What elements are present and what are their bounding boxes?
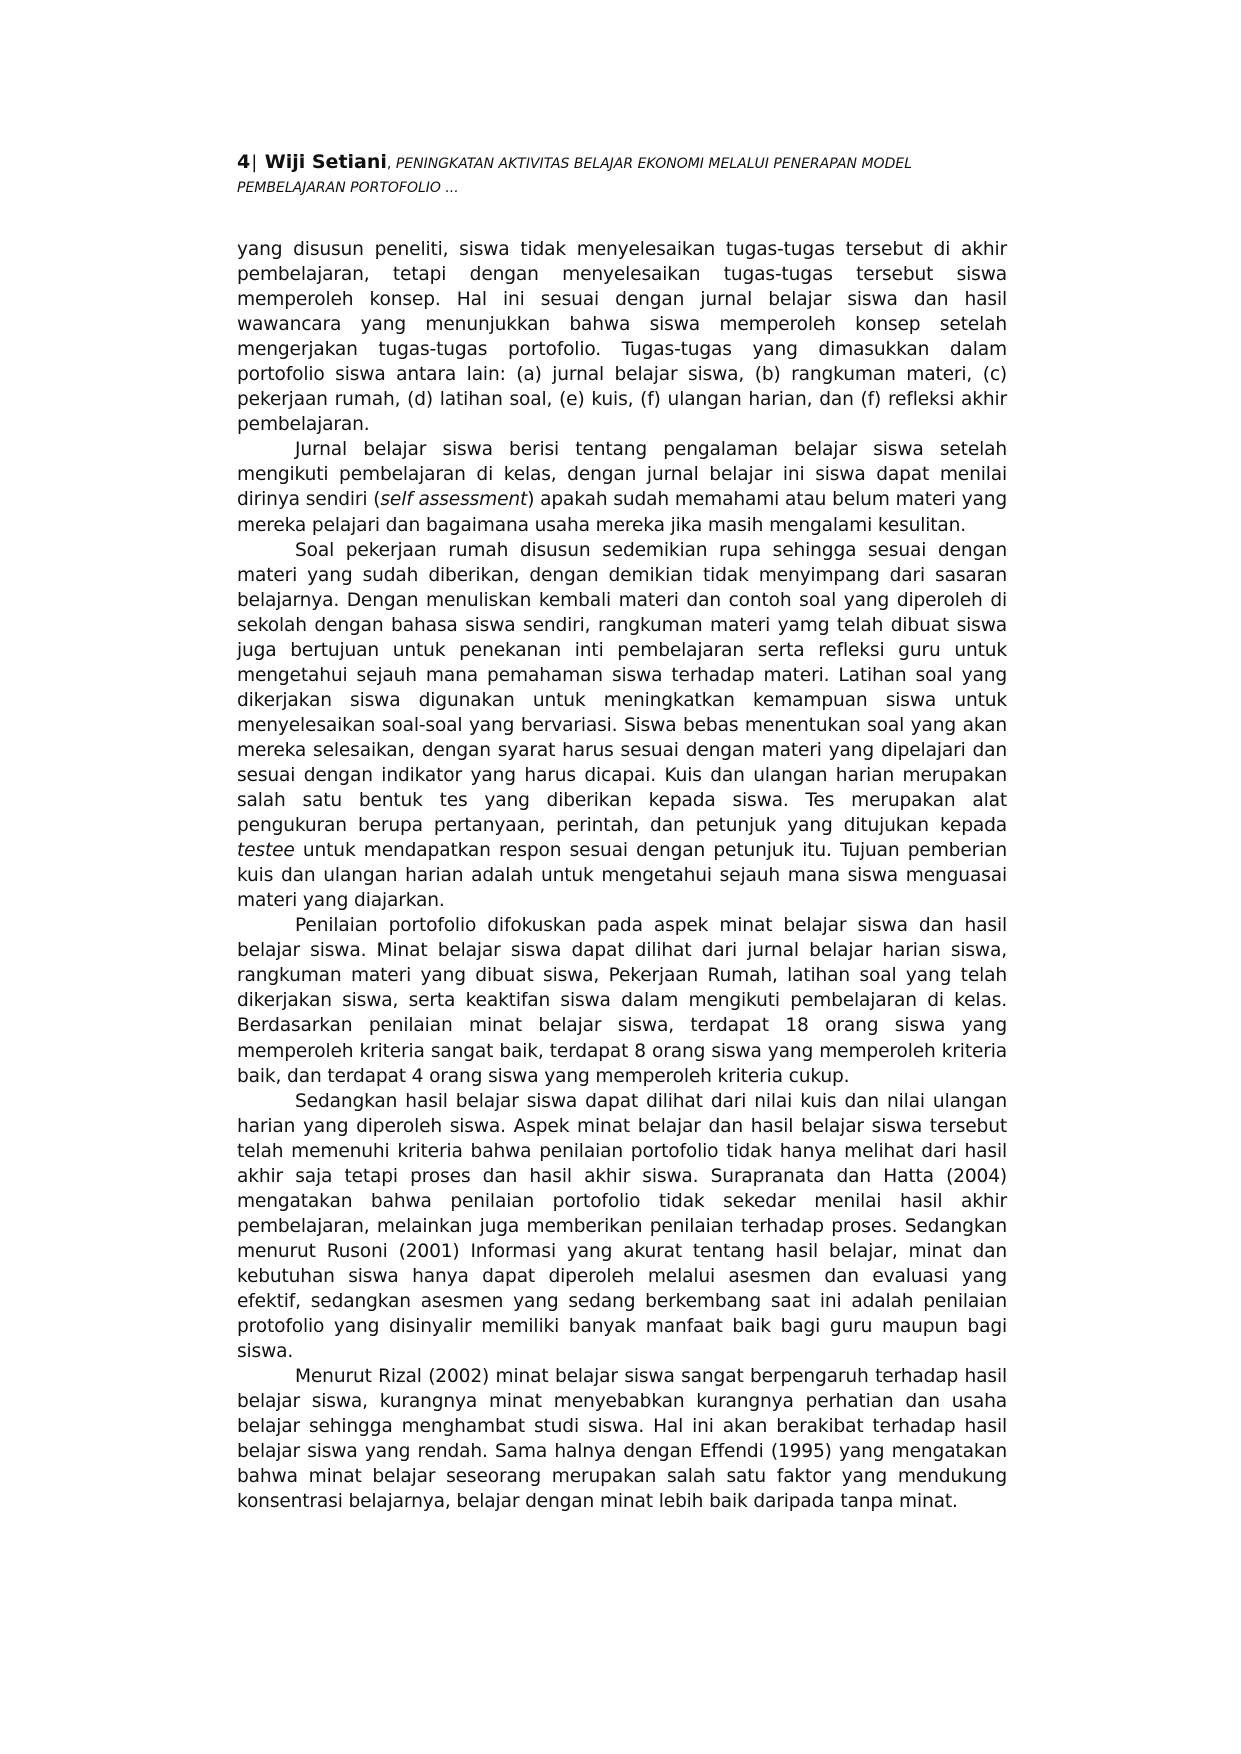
header-separator: | — [251, 152, 258, 173]
italic-term: testee — [237, 840, 295, 862]
paragraph-text: untuk mendapatkan respon sesuai dengan petunjuk itu. Tujuan pemberian kuis dan ulangan harian adalah untuk mengetahui sejauh mana siswa menguasai materi yang diajarkan. — [237, 840, 1007, 912]
paragraph-jurnal-belajar — [237, 437, 1007, 537]
running-header — [237, 150, 1007, 200]
article-title: PENINGKATAN AKTIVITAS BELAJAR EKONOMI MELALUI PENERAPAN MODEL PEMBELAJARAN PORTOFOLIO ... — [237, 156, 912, 196]
author-name: Wiji Setiani — [264, 151, 387, 173]
paragraph-continued: yang disusun peneliti, siswa tidak menyelesaikan tugas-tugas tersebut di akhir pembelajaran, tetapi dengan menyelesaikan tugas-tugas tersebut siswa memperoleh konsep. Hal ini sesuai dengan jurnal belajar siswa dan hasil wawancara yang menunjukkan bahwa siswa memperoleh konsep setelah mengerjakan tugas-tugas portofolio. Tugas-tugas yang dimasukkan dalam portofolio siswa antara lain: (a) jurnal belajar siswa, (b) rangkuman materi, (c) pekerjaan rumah, (d) latihan soal, (e) kuis, (f) ulangan harian, dan (f) refleksi akhir pembelajaran. — [237, 239, 1007, 436]
paragraph-minat-belajar: Menurut Rizal (2002) minat belajar siswa sangat berpengaruh terhadap hasil belajar siswa, kurangnya minat menyebabkan kurangnya perhatian dan usaha belajar sehingga menghambat studi siswa. Hal ini akan berakibat terhadap hasil belajar siswa yang rendah. Sama halnya dengan Effendi (1995) yang mengatakan bahwa minat belajar seseorang merupakan salah satu faktor yang mendukung konsentrasi belajarnya, belajar dengan minat lebih baik daripada tanpa minat. — [237, 1366, 1007, 1513]
paragraph-text: Soal pekerjaan rumah disusun sedemikian rupa sehingga sesuai dengan materi yang sudah diberikan, dengan demikian tidak menyimpang dari sasaran belajarnya. Dengan menuliskan kembali materi dan contoh soal yang diperoleh di sekolah dengan bahasa siswa sendiri, rangkuman materi yamg telah dibuat siswa juga bertujuan untuk penekanan inti pembelajaran serta refleksi guru untuk mengetahui sejauh mana pemahaman siswa terhadap materi. Latihan soal yang dikerjakan siswa digunakan untuk meningkatkan kemampuan siswa untuk menyelesaikan soal-soal yang bervariasi. Siswa bebas menentukan soal yang akan mereka selesaikan, dengan syarat harus sesuai dengan materi yang dipelajari dan sesuai dengan indikator yang harus dicapai. Kuis dan ulangan harian merupakan salah satu bentuk tes yang diberikan kepada siswa. Tes merupakan alat pengukuran berupa pertanyaan, perintah, dan petunjuk yang ditujukan kepada — [237, 539, 1007, 837]
page-number: 4 — [237, 151, 251, 173]
paragraph-penilaian-portofolio: Penilaian portofolio difokuskan pada aspek minat belajar siswa dan hasil belajar siswa. Minat belajar siswa dapat dilihat dari jurnal belajar harian siswa, rangkuman materi yang dibuat siswa, Pekerjaan Rumah, latihan soal yang telah dikerjakan siswa, serta keaktifan siswa dalam mengikuti pembelajaran di kelas. Berdasarkan penilaian minat belajar siswa, terdapat 18 orang siswa yang memperoleh kriteria sangat baik, terdapat 8 orang siswa yang memperoleh kriteria baik, dan terdapat 4 orang siswa yang memperoleh kriteria cukup. — [237, 915, 1007, 1087]
paragraph-text: Jurnal belajar siswa berisi tentang pengalaman belajar siswa setelah mengikuti pembelajaran di kelas, dengan jurnal belajar ini siswa dapat menilai dirinya sendiri ( — [237, 439, 1007, 511]
paragraph-text: ) apakah sudah memahami atau belum materi yang mereka pelajari dan bagaimana usaha mereka jika masih mengalami kesulitan. — [237, 489, 1007, 536]
italic-term: self assessment — [380, 489, 528, 511]
paragraph-soal-pekerjaan-rumah — [237, 538, 1007, 914]
article-body — [237, 237, 1007, 1514]
paragraph-hasil-belajar: Sedangkan hasil belajar siswa dapat dilihat dari nilai kuis dan nilai ulangan harian yang diperoleh siswa. Aspek minat belajar dan hasil belajar siswa tersebut telah memenuhi kriteria bahwa penilaian portofolio tidak hanya melihat dari hasil akhir saja tetapi proses dan hasil akhir siswa. Surapranata dan Hatta (2004) mengatakan bahwa penilaian portofolio tidak sekedar menilai hasil akhir pembelajaran, melainkan juga memberikan penilaian terhadap proses. Sedangkan menurut Rusoni (2001) Informasi yang akurat tentang hasil belajar, minat dan kebutuhan siswa hanya dapat diperoleh melalui asesmen dan evaluasi yang efektif, sedangkan asesmen yang sedang berkembang saat ini adalah penilaian protofolio yang disinyalir memiliki banyak manfaat baik bagi guru maupun bagi siswa. — [237, 1090, 1007, 1363]
header-comma: , — [386, 156, 392, 172]
